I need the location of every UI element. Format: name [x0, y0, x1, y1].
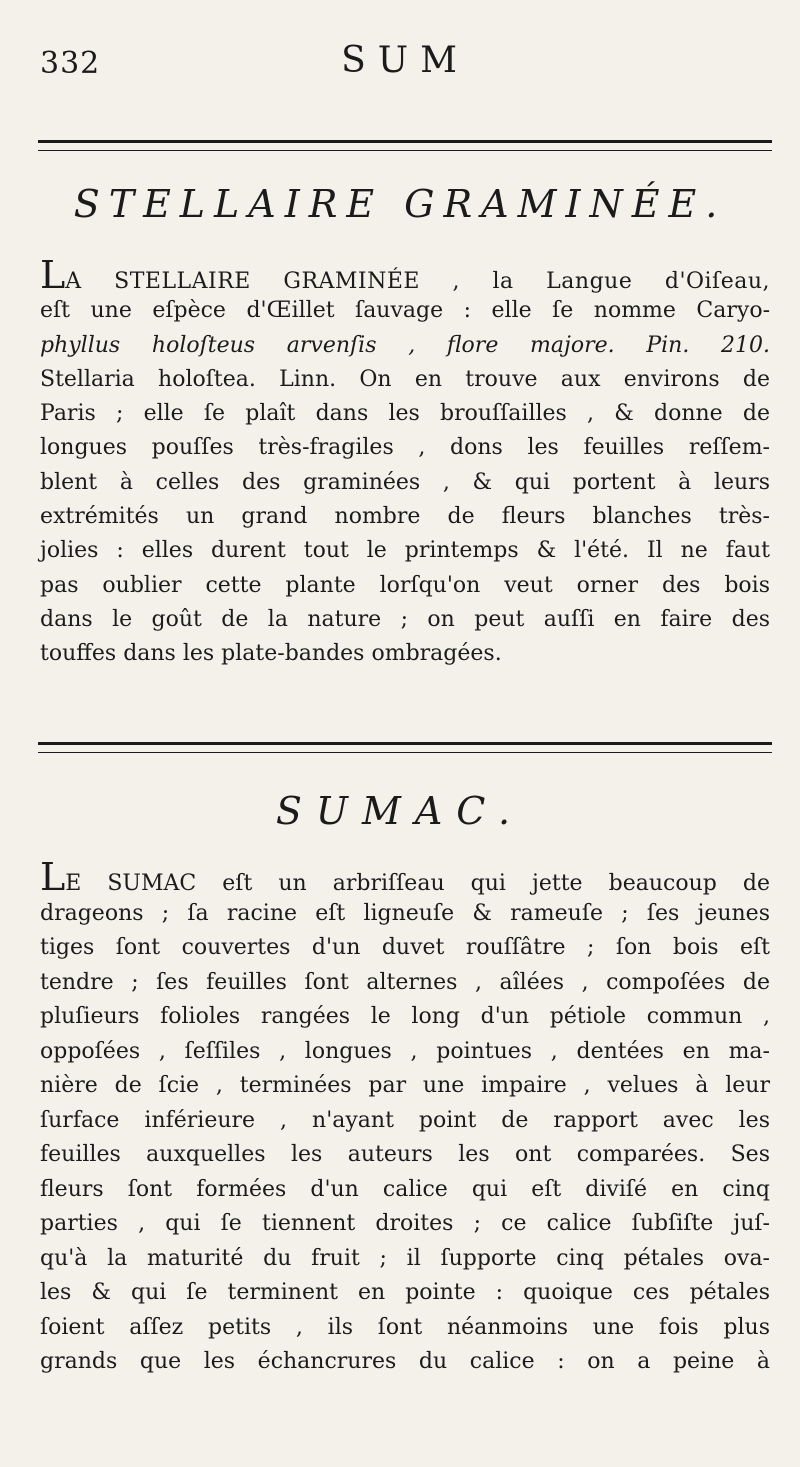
- text-line: tiges ſont couvertes d'un duvet rouſſâtre ; ſon bois eſt: [40, 935, 770, 960]
- text-line: Stellaria holoſtea. Linn. On en trouve aux environs de: [40, 366, 770, 392]
- section-title-sumac: SUMAC.: [275, 789, 525, 833]
- text-line: nière de ſcie , terminées par une impaire , velues à leur: [40, 1073, 770, 1098]
- text-line: pluſieurs folioles rangées le long d'un pétiole commun ,: [40, 1004, 770, 1029]
- text-line: touffes dans les plate-bandes ombragées.: [40, 641, 502, 667]
- drop-cap: L: [40, 253, 66, 297]
- section-body-sumac: [40, 855, 770, 1380]
- text-line: fleurs ſont formées d'un calice qui eſt diviſé en cinq: [40, 1176, 770, 1202]
- page-header: [40, 38, 770, 88]
- running-head: SUM: [341, 40, 469, 81]
- text-line: LE SUMAC eſt un arbriſſeau qui jette beaucoup de: [40, 855, 770, 899]
- text-line: phyllus holoſteus arvenſis , flore majore. Pin. 210.: [40, 332, 770, 358]
- text-line: longues pouſſes très-fragiles , dons les feuilles reſſem-: [40, 435, 770, 461]
- page-number: 332: [40, 46, 101, 81]
- section-body-stellaire: [40, 253, 770, 672]
- text-line: tendre ; ſes feuilles ſont alternes , aîlées , compoſées de: [40, 969, 770, 995]
- text-line: ſoient aſſez petits , ils ſont néanmoins une fois plus: [40, 1314, 770, 1340]
- text-line: blent à celles des graminées , & qui portent à leurs: [40, 469, 770, 495]
- header-rule: [38, 140, 772, 151]
- text-line: oppoſées , ſeſſiles , longues , pointues , dentées en ma-: [40, 1038, 770, 1064]
- text-line: pas oublier cette plante lorſqu'on veut orner des bois: [40, 572, 770, 598]
- drop-cap: L: [40, 855, 66, 899]
- text-line: jolies : elles durent tout le printemps & l'été. Il ne faut: [40, 538, 770, 564]
- text-line: drageons ; ſa racine eſt ligneuſe & rameuſe ; ſes jeunes: [40, 900, 770, 926]
- text-line: LA STELLAIRE GRAMINÉE , la Langue d'Oiſeau,: [40, 253, 770, 297]
- text-line: dans le goût de la nature ; on peut auſſi en faire des: [40, 606, 770, 632]
- text-line: les & qui ſe terminent en pointe : quoique ces pétales: [40, 1280, 770, 1305]
- text-line: ſurface inférieure , n'ayant point de rapport avec les: [40, 1107, 770, 1133]
- text-line: Paris ; elle ſe plaît dans les brouſſailles , & donne de: [40, 401, 770, 427]
- text-line: parties , qui ſe tiennent droites ; ce calice ſubſiſte juſ-: [40, 1211, 770, 1236]
- section-rule: [38, 742, 772, 753]
- text-line: qu'à la maturité du fruit ; il ſupporte cinq pétales ova-: [40, 1245, 770, 1271]
- section-title-stellaire: STELLAIRE GRAMINÉE.: [73, 182, 727, 226]
- text-line: feuilles auxquelles les auteurs les ont comparées. Ses: [40, 1142, 770, 1167]
- text-line: eſt une eſpèce d'Œillet ſauvage : elle ſe nomme Caryo-: [40, 298, 770, 324]
- text-line: grands que les échancrures du calice : on a peine à: [40, 1349, 770, 1374]
- text-line: extrémités un grand nombre de fleurs blanches très-: [40, 504, 770, 530]
